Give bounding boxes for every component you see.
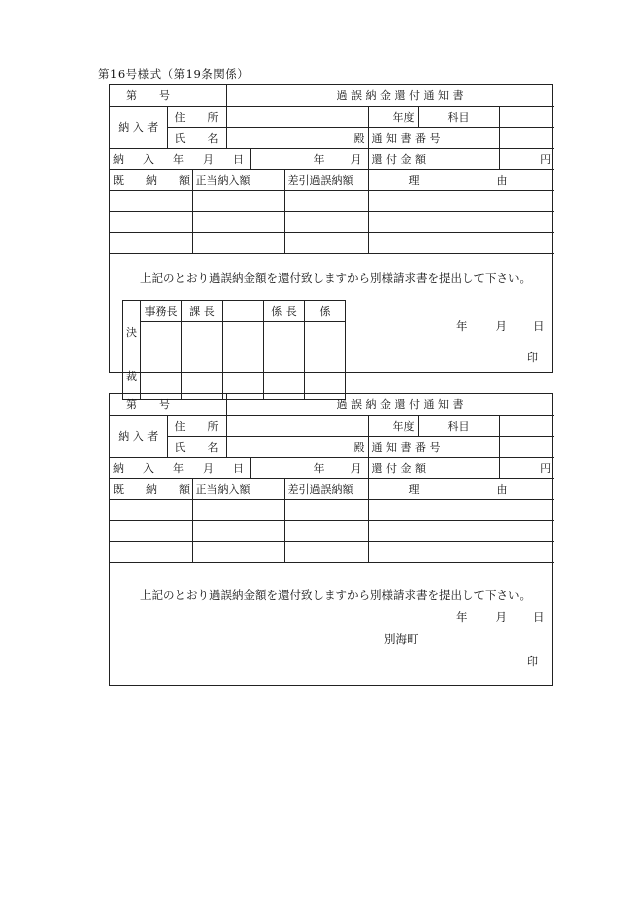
refund-amount-label: 還 付 金 額 <box>368 148 499 169</box>
approver-label: 係 長 <box>264 300 305 322</box>
form-header-grid <box>110 394 554 563</box>
seal-mark: 印 <box>527 654 538 668</box>
issuer-town: 別海町 <box>384 631 419 646</box>
correct-payment-header: 正当納入額 <box>192 169 284 190</box>
name-field-honorific[interactable]: 殿 <box>226 436 368 457</box>
decision-label: 決 裁 <box>123 300 141 399</box>
already-paid-cell[interactable] <box>110 232 192 253</box>
refund-amount-label: 還 付 金 額 <box>368 457 499 478</box>
net-overpayment-cell[interactable] <box>284 190 368 211</box>
subject-label: 科目 <box>418 106 499 127</box>
form-header-grid <box>110 85 554 254</box>
net-overpayment-cell[interactable] <box>284 499 368 520</box>
notice-number-label: 第 号 <box>110 394 226 415</box>
name-label: 氏 名 <box>167 127 226 148</box>
already-paid-cell[interactable] <box>110 190 192 211</box>
net-overpayment-cell[interactable] <box>284 232 368 253</box>
approver-label <box>223 300 264 322</box>
payment-date-field[interactable]: 年 月 <box>250 457 368 478</box>
fiscal-year-label: 年度 <box>368 106 418 127</box>
address-label: 住 所 <box>167 415 226 436</box>
reason-header: 理 由 <box>368 478 554 499</box>
net-overpayment-cell[interactable] <box>284 541 368 562</box>
approver-label: 係 <box>305 300 346 322</box>
correct-payment-cell[interactable] <box>192 190 284 211</box>
correct-payment-cell[interactable] <box>192 541 284 562</box>
notice-number-label: 第 号 <box>110 85 226 106</box>
approver-label: 事務長 <box>141 300 182 322</box>
correct-payment-cell[interactable] <box>192 499 284 520</box>
payer-label: 納 入 者 <box>110 106 167 148</box>
notice-number-field[interactable] <box>499 436 554 457</box>
already-paid-cell[interactable] <box>110 211 192 232</box>
reason-cell[interactable] <box>368 499 554 520</box>
net-overpayment-header: 差引過誤納額 <box>284 478 368 499</box>
reason-cell[interactable] <box>368 211 554 232</box>
issue-date: 年 月 日 <box>456 609 545 624</box>
address-label: 住 所 <box>167 106 226 127</box>
approver-label: 課 長 <box>182 300 223 322</box>
seal-mark: 印 <box>527 350 538 364</box>
reason-cell[interactable] <box>368 232 554 253</box>
refund-notice-text: 上記のとおり過誤納金額を還付致しますから別様請求書を提出して下さい。 <box>140 270 531 285</box>
form-title: 過 誤 納 金 還 付 通 知 書 <box>226 394 554 415</box>
correct-payment-cell[interactable] <box>192 232 284 253</box>
issue-date: 年 月 日 <box>456 318 545 333</box>
correct-payment-cell[interactable] <box>192 211 284 232</box>
approver-stamp-cell[interactable] <box>141 322 182 399</box>
name-label: 氏 名 <box>167 436 226 457</box>
correct-payment-cell[interactable] <box>192 520 284 541</box>
reason-cell[interactable] <box>368 190 554 211</box>
refund-notice-form-1 <box>109 84 553 383</box>
already-paid-cell[interactable] <box>110 499 192 520</box>
form-title: 過 誤 納 金 還 付 通 知 書 <box>226 85 554 106</box>
refund-notice-text: 上記のとおり過誤納金額を還付致しますから別様請求書を提出して下さい。 <box>140 587 531 602</box>
address-field[interactable] <box>226 106 368 127</box>
already-paid-header: 既 納 額 <box>110 169 192 190</box>
reason-cell[interactable] <box>368 520 554 541</box>
refund-notice-form-2 <box>109 393 553 686</box>
already-paid-cell[interactable] <box>110 541 192 562</box>
reason-cell[interactable] <box>368 541 554 562</box>
subject-field[interactable] <box>499 415 554 436</box>
already-paid-cell[interactable] <box>110 520 192 541</box>
address-field[interactable] <box>226 415 368 436</box>
subject-label: 科目 <box>418 415 499 436</box>
correct-payment-header: 正当納入額 <box>192 478 284 499</box>
approver-stamp-cell[interactable] <box>223 322 264 399</box>
form-number-label: 第16号様式（第19条関係） <box>98 67 250 81</box>
payer-label: 納 入 者 <box>110 415 167 457</box>
notice-number-field-label: 通 知 書 番 号 <box>368 127 499 148</box>
refund-amount-field[interactable]: 円 <box>499 148 554 169</box>
decision-stamp-box <box>122 300 346 400</box>
subject-field[interactable] <box>499 106 554 127</box>
approver-stamp-cell[interactable] <box>264 322 305 399</box>
notice-number-field-label: 通 知 書 番 号 <box>368 436 499 457</box>
payment-date-field[interactable]: 年 月 <box>250 148 368 169</box>
payment-date-label: 納 入 年 月 日 <box>110 457 250 478</box>
refund-amount-field[interactable]: 円 <box>499 457 554 478</box>
net-overpayment-cell[interactable] <box>284 520 368 541</box>
notice-number-field[interactable] <box>499 127 554 148</box>
approver-stamp-cell[interactable] <box>182 322 223 399</box>
approver-stamp-cell[interactable] <box>305 322 346 399</box>
reason-header: 理 由 <box>368 169 554 190</box>
net-overpayment-header: 差引過誤納額 <box>284 169 368 190</box>
fiscal-year-label: 年度 <box>368 415 418 436</box>
already-paid-header: 既 納 額 <box>110 478 192 499</box>
net-overpayment-cell[interactable] <box>284 211 368 232</box>
payment-date-label: 納 入 年 月 日 <box>110 148 250 169</box>
name-field-honorific[interactable]: 殿 <box>226 127 368 148</box>
